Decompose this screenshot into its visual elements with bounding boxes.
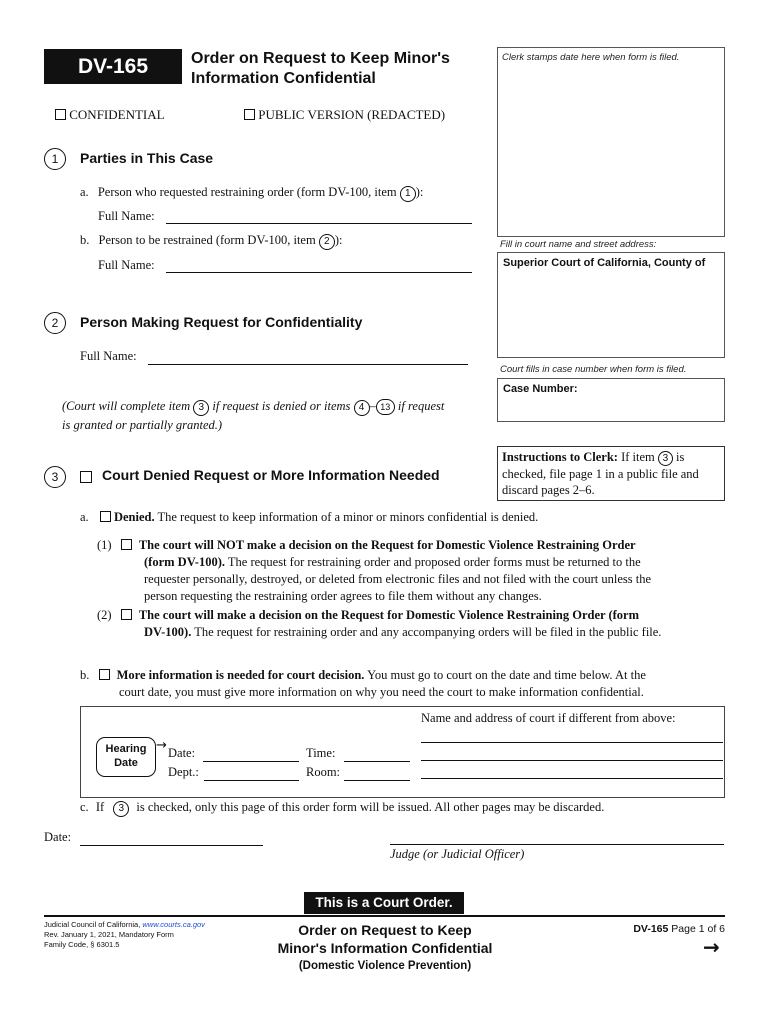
item3-checkbox[interactable] <box>80 471 92 483</box>
footer-form-id: DV-165 <box>633 923 669 935</box>
court-note-text: (Court will complete item <box>62 399 191 413</box>
signature-date-label: Date: <box>44 830 72 844</box>
hearing-date-label: Date: <box>168 746 196 760</box>
hearing-time-field[interactable] <box>344 761 410 762</box>
no-decision-heading: The court will NOT make a decision on the Request for Domestic Violence Restraining Order <box>138 538 636 552</box>
hearing-date-badge <box>96 737 156 777</box>
form-title-line2: Information Confidential <box>191 70 376 87</box>
case-number-label: Case Number: <box>503 383 578 395</box>
item3-b <box>80 667 720 701</box>
item1-b-fullname-label: Full Name: <box>98 258 155 272</box>
court-note-text: if request <box>397 399 445 413</box>
no-decision-text: The request for restraining order and proposed order forms must be returned to the <box>227 555 641 569</box>
more-info-text-line2: court date, you must give more information on why you need the court to make information confidential. <box>119 685 644 699</box>
item1-a <box>80 185 423 202</box>
instructions-heading: Instructions to Clerk: <box>502 450 618 464</box>
will-decide-heading: The court will make a decision on the Request for Domestic Violence Restraining Order (form <box>138 608 639 622</box>
right-arrow-icon[interactable]: → <box>703 935 720 959</box>
item3-a1-label: (1) <box>97 538 112 552</box>
court-note-dash: – <box>369 399 376 413</box>
item-ref-1: 1 <box>400 186 416 202</box>
no-decision-text-line3: requester personally, destroyed, or deleted from electronic files and not filed with the court unless the <box>144 572 652 586</box>
hearing-dept-field[interactable] <box>204 780 299 781</box>
item-number-3: 3 <box>44 466 66 488</box>
item1-heading: Parties in This Case <box>80 150 214 166</box>
hearing-room-field[interactable] <box>344 780 410 781</box>
item3-a <box>80 510 538 525</box>
footer-title-line3: (Domestic Violence Prevention) <box>298 960 472 972</box>
court-address-line3[interactable] <box>421 778 723 779</box>
case-number-box[interactable] <box>497 378 725 422</box>
judge-label: Judge (or Judicial Officer) <box>390 847 525 861</box>
item1-b-text: Person to be restrained (form DV-100, item <box>98 233 316 247</box>
court-address-line1[interactable] <box>421 742 723 743</box>
item-ref-13: 13 <box>376 399 395 415</box>
item3-a2-label: (2) <box>97 608 112 622</box>
item1-b-fullname-field[interactable] <box>166 272 472 273</box>
form-title-line1: Order on Request to Keep Minor's <box>191 50 450 67</box>
signature-date-field[interactable] <box>80 845 263 846</box>
public-version-checkbox[interactable] <box>244 109 255 120</box>
item-ref-3: 3 <box>113 801 129 817</box>
item2-fullname-field[interactable] <box>148 364 468 365</box>
hearing-dept-label: Dept.: <box>168 765 199 779</box>
clerk-stamp-box <box>497 47 725 237</box>
confidential-label: CONFIDENTIAL <box>69 107 165 122</box>
instructions-line3: discard pages 2–6. <box>502 483 595 497</box>
item1-a-fullname-label: Full Name: <box>98 209 155 223</box>
hearing-badge-line1: Hearing <box>105 743 147 755</box>
footer-title-line2: Minor's Information Confidential <box>277 940 493 956</box>
footer-page-number: Page 1 of 6 <box>671 923 725 935</box>
item2-heading: Person Making Request for Confidentiality <box>80 314 363 330</box>
item1-b-text-end: ): <box>334 233 343 247</box>
item1-a-fullname-field[interactable] <box>166 223 472 224</box>
item-ref-4: 4 <box>354 400 370 416</box>
hearing-time-label: Time: <box>306 746 336 760</box>
footer-publisher: Judicial Council of California, <box>44 920 141 929</box>
denied-text: The request to keep information of a minor or minors confidential is denied. <box>157 510 539 524</box>
court-note-line2: is granted or partially granted.) <box>62 418 223 432</box>
clerk-stamp-hint: Clerk stamps date here when form is filed. <box>502 52 680 63</box>
court-name-label: Superior Court of California, County of <box>503 257 706 269</box>
court-name-box[interactable] <box>497 252 725 358</box>
footer-title-line1: Order on Request to Keep <box>298 922 472 938</box>
public-version-label: PUBLIC VERSION (REDACTED) <box>258 107 446 122</box>
will-decide-form-ref: DV-100). <box>144 625 192 639</box>
item1-b <box>80 233 342 250</box>
confidential-option <box>55 107 165 123</box>
court-note-text: if request is denied or items <box>212 399 351 413</box>
item3-c <box>80 800 604 817</box>
court-address-label: Name and address of court if different from above: <box>421 711 676 725</box>
hearing-date-field[interactable] <box>203 761 299 762</box>
instructions-text: If item <box>621 450 655 464</box>
item3-c-label: c. <box>80 800 89 814</box>
confidential-checkbox[interactable] <box>55 109 66 120</box>
will-decide-text: The request for restraining order and any accompanying orders will be filed in the public file. <box>194 625 662 639</box>
denied-checkbox[interactable] <box>100 511 111 522</box>
item1-a-text-end: ): <box>415 185 424 199</box>
denied-label: Denied. <box>113 510 155 524</box>
will-decide-checkbox[interactable] <box>121 609 132 620</box>
more-info-heading: More information is needed for court decision. <box>116 668 365 682</box>
item3-c-pre: If <box>95 800 105 814</box>
court-address-line2[interactable] <box>421 760 723 761</box>
footer-rule <box>44 915 725 917</box>
instructions-text: is <box>676 450 685 464</box>
form-id-badge: DV-165 <box>44 49 182 84</box>
item3-b-label: b. <box>80 668 90 682</box>
item3-a-label: a. <box>80 510 89 524</box>
footer-code: Family Code, § 6301.5 <box>44 940 120 949</box>
item-ref-2: 2 <box>319 234 335 250</box>
footer-title <box>240 921 530 975</box>
item-ref-3: 3 <box>658 451 673 466</box>
no-decision-checkbox[interactable] <box>121 539 132 550</box>
case-number-hint: Court fills in case number when form is filed. <box>500 364 687 375</box>
no-decision-text-line4: person requesting the restraining order agrees to file them without any changes. <box>144 589 542 603</box>
court-completion-note <box>62 397 444 434</box>
item3-c-text: is checked, only this page of this order form will be issued. All other pages may be discarded. <box>136 800 605 814</box>
court-order-banner: This is a Court Order. <box>304 892 464 914</box>
item1-a-text: Person who requested restraining order (form DV-100, item <box>97 185 397 199</box>
item3-a1 <box>97 537 717 605</box>
public-version-option <box>244 107 445 123</box>
courts-website-link[interactable]: www.courts.ca.gov <box>142 920 205 929</box>
instructions-line2: checked, file page 1 in a public file and <box>502 467 699 481</box>
item-number-2: 2 <box>44 312 66 334</box>
item2-fullname-label: Full Name: <box>80 349 137 363</box>
item1-b-label: b. <box>80 233 90 247</box>
item3-a2 <box>97 607 722 641</box>
footer-left <box>44 920 205 950</box>
judge-signature-line[interactable] <box>390 844 724 845</box>
item3-heading: Court Denied Request or More Information Needed <box>102 467 440 483</box>
footer-revision: Rev. January 1, 2021, Mandatory Form <box>44 930 174 939</box>
more-info-text: You must go to court on the date and time below. At the <box>367 668 646 682</box>
item1-a-label: a. <box>80 185 89 199</box>
no-decision-form-ref: (form DV-100). <box>144 555 225 569</box>
clerk-instructions-box <box>497 446 725 501</box>
hearing-badge-line2: Date <box>114 757 138 769</box>
item-ref-3: 3 <box>193 400 209 416</box>
hearing-room-label: Room: <box>306 765 341 779</box>
court-name-hint: Fill in court name and street address: <box>500 239 657 250</box>
more-info-checkbox[interactable] <box>99 669 110 680</box>
item-number-1: 1 <box>44 148 66 170</box>
footer-page <box>600 923 725 935</box>
hearing-arrow-icon: → <box>156 738 167 753</box>
